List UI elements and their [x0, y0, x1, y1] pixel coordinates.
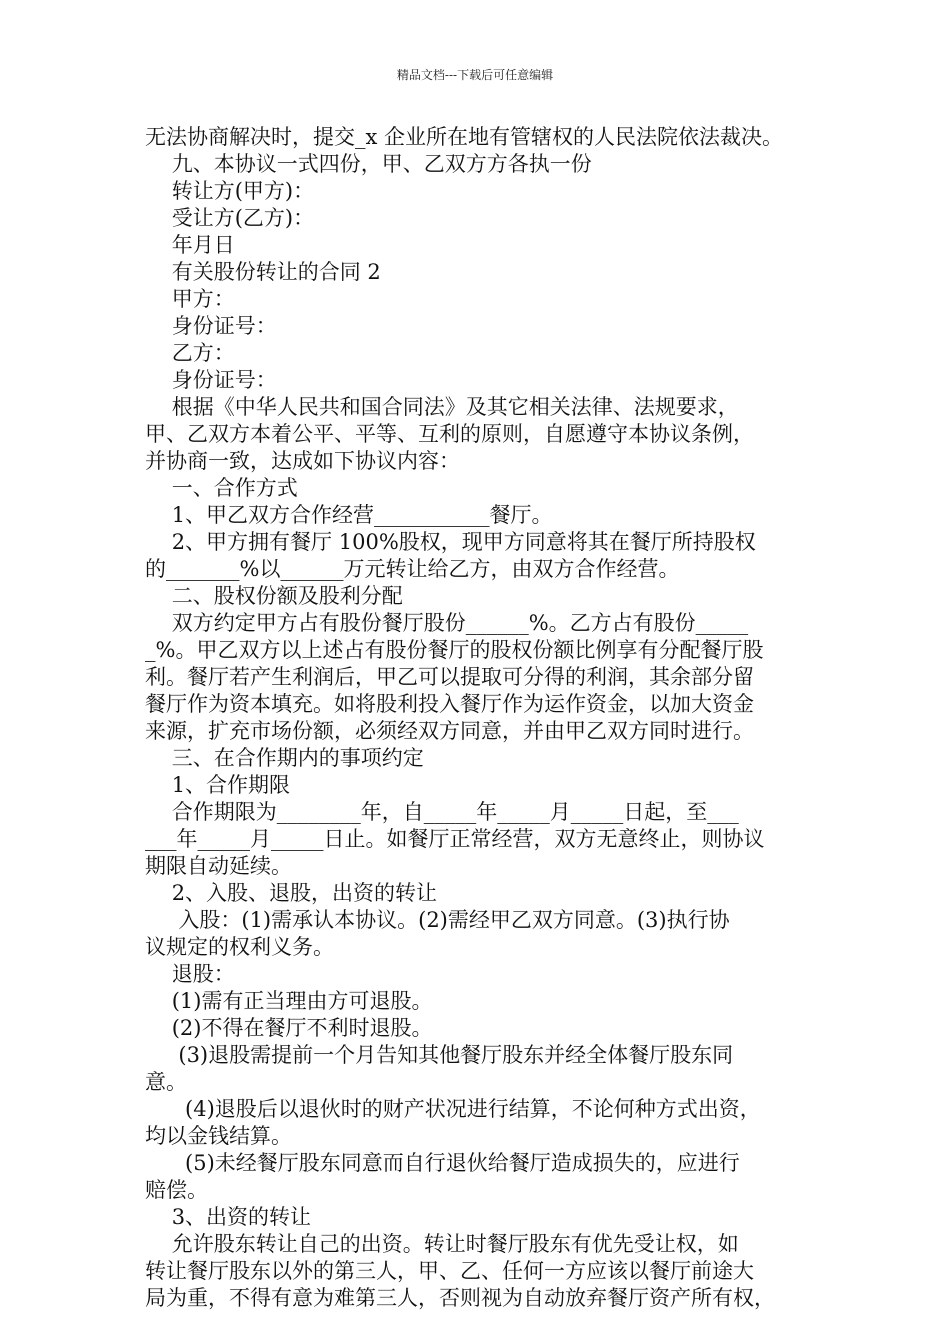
- text-line: 赔偿。: [145, 1178, 208, 1202]
- text-line: 转让餐厅股东以外的第三人，甲、乙、任何一方应该以餐厅前途大: [145, 1259, 754, 1283]
- text-line: 议规定的权利义务。: [145, 935, 334, 959]
- text-line: 意。: [145, 1070, 187, 1094]
- text-line: 2、入股、退股，出资的转让: [145, 881, 438, 905]
- text-line: 2、甲方拥有餐厅 100%股权，现甲方同意将其在餐厅所持股权: [145, 530, 756, 554]
- text-line: 来源，扩充市场份额，必须经双方同意，并由甲乙双方同时进行。: [145, 719, 754, 743]
- text-line: 1、合作期限: [145, 773, 291, 797]
- text-line: 入股：(1)需承认本协议。(2)需经甲乙双方同意。(3)执行协: [145, 908, 730, 932]
- text-line: 二、股权份额及股利分配: [145, 584, 403, 608]
- text-line: (3)退股需提前一个月告知其他餐厅股东并经全体餐厅股东同: [145, 1043, 734, 1067]
- text-line: (1)需有正当理由方可退股。: [145, 989, 433, 1013]
- text-line: 身份证号：: [145, 314, 277, 338]
- text-line: (2)不得在餐厅不利时退股。: [145, 1016, 433, 1040]
- text-line: 一、合作方式: [145, 476, 298, 500]
- text-line: 甲、乙双方本着公平、平等、互利的原则，自愿遵守本协议条例，: [145, 422, 754, 446]
- text-line: 转让方(甲方)：: [145, 179, 315, 203]
- text-line: (4)退股后以退伙时的财产状况进行结算，不论何种方式出资，: [145, 1097, 761, 1121]
- text-line: 允许股东转让自己的出资。转让时餐厅股东有优先受让权，如: [145, 1232, 739, 1256]
- text-line: ___年_____月_____日止。如餐厅正常经营，双方无意终止，则协议: [145, 827, 765, 851]
- text-line: _%。甲乙双方以上述占有股份餐厅的股权份额比例享有分配餐厅股: [145, 638, 764, 662]
- text-line: 三、在合作期内的事项约定: [145, 746, 424, 770]
- page-header: 精品文档---下载后可任意编辑: [396, 68, 554, 82]
- text-line: 有关股份转让的合同 2: [145, 260, 381, 284]
- text-line: 并协商一致，达成如下协议内容：: [145, 449, 460, 473]
- text-line: 受让方(乙方)：: [145, 206, 315, 230]
- text-line: 均以金钱结算。: [145, 1124, 292, 1148]
- text-line: 根据《中华人民共和国合同法》及其它相关法律、法规要求，: [145, 395, 739, 419]
- text-line: 甲方：: [145, 287, 235, 311]
- text-line: 期限自动延续。: [145, 854, 292, 878]
- text-line: 身份证号：: [145, 368, 277, 392]
- text-line: 局为重，不得有意为难第三人，否则视为自动放弃餐厅资产所有权，: [145, 1286, 775, 1310]
- text-line: 无法协商解决时，提交_x 企业所在地有管辖权的人民法院依法裁决。: [145, 125, 784, 149]
- text-line: 的_______%以______万元转让给乙方，由双方合作经营。: [145, 557, 680, 581]
- text-line: 年月日: [145, 233, 235, 257]
- text-line: 退股：: [145, 962, 235, 986]
- text-line: 合作期限为________年，自_____年_____月_____日起，至___: [145, 800, 739, 824]
- text-line: 乙方：: [145, 341, 235, 365]
- text-line: 双方约定甲方占有股份餐厅股份______%。乙方占有股份_____: [145, 611, 749, 635]
- document-body: [145, 124, 825, 1312]
- text-line: 餐厅作为资本填充。如将股利投入餐厅作为运作资金，以加大资金: [145, 692, 754, 716]
- text-line: 九、本协议一式四份，甲、乙双方方各执一份: [145, 152, 592, 176]
- text-line: 1、甲乙双方合作经营___________餐厅。: [145, 503, 553, 527]
- text-line: 3、出资的转让: [145, 1205, 312, 1229]
- text-line: (5)未经餐厅股东同意而自行退伙给餐厅造成损失的，应进行: [145, 1151, 740, 1175]
- text-line: 利。餐厅若产生利润后，甲乙可以提取可分得的利润，其余部分留: [145, 665, 754, 689]
